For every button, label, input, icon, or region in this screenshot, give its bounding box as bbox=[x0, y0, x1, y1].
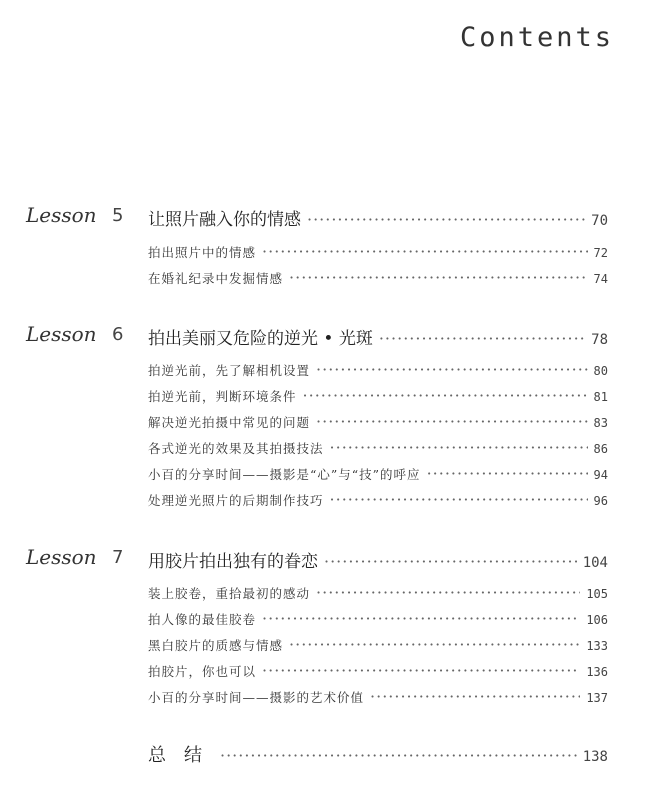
toc-entry[interactable] bbox=[148, 661, 608, 680]
lesson-title: 让照片融入你的情感 bbox=[148, 210, 301, 230]
toc-entry[interactable] bbox=[148, 490, 608, 509]
toc-entry-lesson-7[interactable] bbox=[148, 547, 608, 572]
entry-title: 黑白胶片的质感与情感 bbox=[148, 638, 284, 653]
page-number: 136 bbox=[586, 665, 608, 679]
entry-title: 拍出照片中的情感 bbox=[148, 245, 257, 260]
lesson-label: Lesson bbox=[26, 203, 97, 227]
page-number: 138 bbox=[582, 749, 608, 765]
entry-title: 解决逆光拍摄中常见的问题 bbox=[148, 415, 311, 430]
lesson-title: 用胶片拍出独有的眷恋 bbox=[148, 552, 318, 572]
page-number: 104 bbox=[582, 555, 608, 571]
page-number: 72 bbox=[593, 246, 608, 260]
dot-leader bbox=[307, 210, 585, 229]
page-number: 94 bbox=[593, 468, 608, 482]
toc-entry[interactable] bbox=[148, 464, 608, 483]
entry-title: 装上胶卷，重拾最初的感动 bbox=[148, 586, 311, 601]
summary-title: 总结 bbox=[148, 745, 220, 766]
entry-title: 处理逆光照片的后期制作技巧 bbox=[148, 493, 324, 508]
entry-title: 拍人像的最佳胶卷 bbox=[148, 612, 257, 627]
page-number: 86 bbox=[593, 442, 608, 456]
lesson-label: Lesson bbox=[26, 322, 97, 346]
toc-entry-lesson-6[interactable] bbox=[148, 324, 608, 349]
dot-leader bbox=[316, 412, 588, 431]
page-number: 105 bbox=[586, 587, 608, 601]
page-number: 137 bbox=[586, 691, 608, 705]
lesson-title: 拍出美丽又危险的逆光 • 光斑 bbox=[148, 329, 373, 349]
page-number: 106 bbox=[586, 613, 608, 627]
dot-leader bbox=[330, 490, 588, 509]
toc-entry[interactable] bbox=[148, 635, 608, 654]
dot-leader bbox=[262, 609, 580, 628]
toc-entry[interactable] bbox=[148, 386, 608, 405]
page-number: 133 bbox=[586, 639, 608, 653]
toc-entry-summary[interactable] bbox=[148, 741, 608, 767]
entry-title: 各式逆光的效果及其拍摄技法 bbox=[148, 441, 324, 456]
page-number: 83 bbox=[593, 416, 608, 430]
dot-leader bbox=[289, 268, 588, 287]
dot-leader bbox=[324, 552, 577, 571]
page-number: 78 bbox=[591, 332, 608, 348]
toc-entry[interactable] bbox=[148, 412, 608, 431]
dot-leader bbox=[427, 464, 588, 483]
dot-leader bbox=[262, 242, 588, 261]
toc-entry[interactable] bbox=[148, 583, 608, 602]
entry-title: 小百的分享时间——摄影是“心”与“技”的呼应 bbox=[148, 467, 421, 482]
page-title: Contents bbox=[459, 22, 614, 53]
lesson-number: 7 bbox=[112, 547, 124, 568]
toc-entry[interactable] bbox=[148, 609, 608, 628]
dot-leader bbox=[316, 583, 580, 602]
toc-entry[interactable] bbox=[148, 360, 608, 379]
entry-title: 拍逆光前，先了解相机设置 bbox=[148, 363, 311, 378]
lesson-number: 5 bbox=[112, 205, 124, 226]
dot-leader bbox=[370, 687, 580, 706]
entry-title: 小百的分享时间——摄影的艺术价值 bbox=[148, 690, 365, 705]
dot-leader bbox=[330, 438, 588, 457]
page-number: 80 bbox=[593, 364, 608, 378]
entry-title: 拍逆光前，判断环境条件 bbox=[148, 389, 297, 404]
page-number: 81 bbox=[593, 390, 608, 404]
toc-entry-lesson-5[interactable] bbox=[148, 205, 608, 230]
page-number: 70 bbox=[591, 213, 608, 229]
toc-entry[interactable] bbox=[148, 242, 608, 261]
page-number: 96 bbox=[593, 494, 608, 508]
toc-entry[interactable] bbox=[148, 687, 608, 706]
entry-title: 在婚礼纪录中发掘情感 bbox=[148, 271, 284, 286]
lesson-label: Lesson bbox=[26, 545, 97, 569]
toc-entry[interactable] bbox=[148, 438, 608, 457]
dot-leader bbox=[379, 329, 585, 348]
lesson-number: 6 bbox=[112, 324, 124, 345]
page-number: 74 bbox=[593, 272, 608, 286]
dot-leader bbox=[316, 360, 588, 379]
dot-leader bbox=[289, 635, 580, 654]
toc-entry[interactable] bbox=[148, 268, 608, 287]
dot-leader bbox=[262, 661, 580, 680]
dot-leader bbox=[303, 386, 588, 405]
entry-title: 拍胶片，你也可以 bbox=[148, 664, 257, 679]
dot-leader bbox=[220, 746, 577, 765]
